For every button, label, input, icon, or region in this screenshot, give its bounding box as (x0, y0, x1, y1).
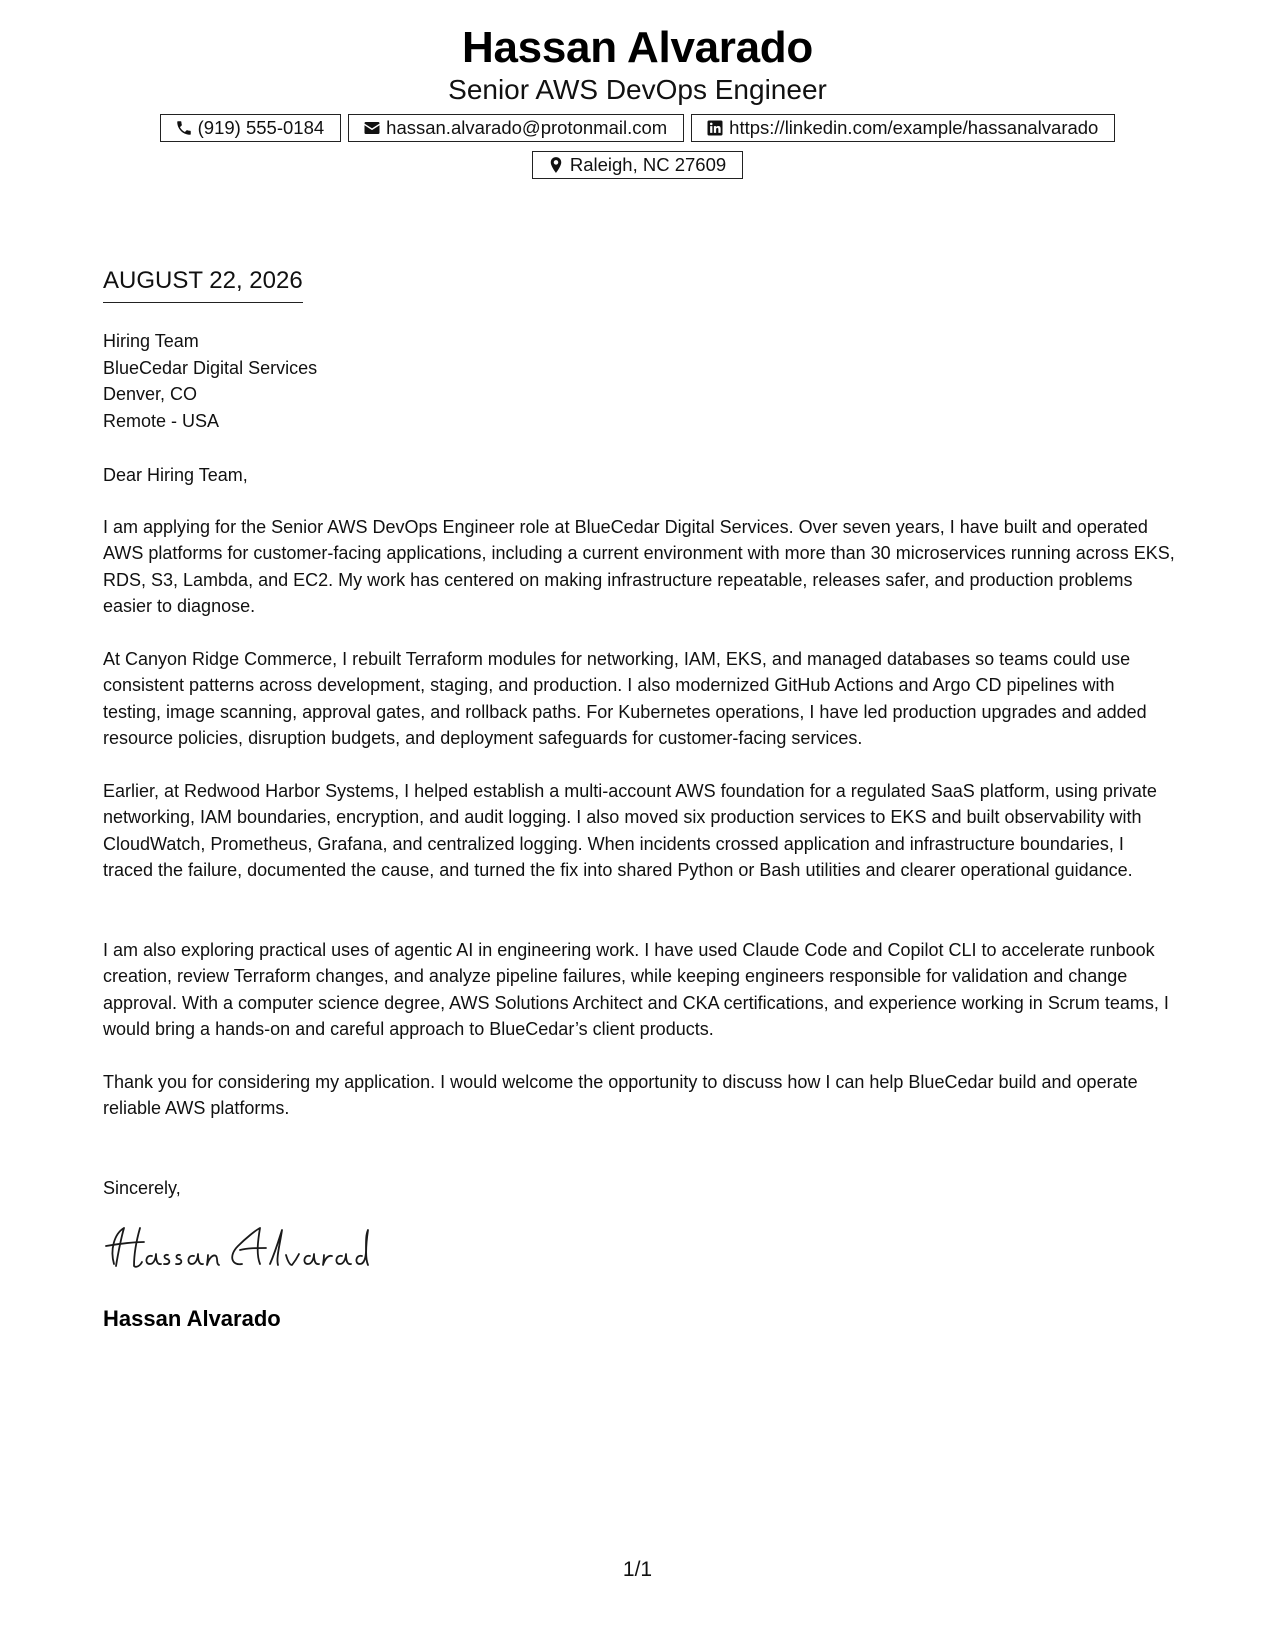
body-paragraph: Earlier, at Redwood Harbor Systems, I helped establish a multi-account AWS foundation for a regulated SaaS platform, using private networking, IAM boundaries, encryption, and audit logging. I also moved six production services to EKS and built observability with CloudWatch, Prometheus, Grafana, and centralized logging. When incidents crossed application and infrastructure boundaries, I traced the failure, documented the cause, and turned the fix into shared Python or Bash utilities and clearer operational guidance. (103, 781, 1157, 881)
body-paragraph: Thank you for considering my application. I would welcome the opportunity to discuss how I can help BlueCedar build and operate reliable AWS platforms. (103, 1072, 1138, 1119)
closing: Sincerely, (103, 1178, 181, 1198)
email-contact[interactable] (348, 114, 684, 142)
salutation: Dear Hiring Team, (103, 465, 248, 485)
linkedin-icon (706, 119, 724, 137)
job-title: Senior AWS DevOps Engineer (448, 74, 827, 105)
signer-name: Hassan Alvarado (103, 1306, 281, 1331)
phone-icon (175, 119, 193, 137)
contact-row-primary (0, 114, 1275, 142)
body-paragraph: I am also exploring practical uses of agentic AI in engineering work. I have used Claude Code and Copilot CLI to accelerate runbook creation, review Terraform changes, and analyze pipeline failures, while keeping engineers responsible for validation and change approval. With a computer science degree, AWS Solutions Architect and CKA certifications, and experience working in Scrum teams, I would bring a hands-on and careful approach to BlueCedar’s client products. (103, 940, 1169, 1040)
map-marker-icon (547, 156, 565, 174)
email-text: hassan.alvarado@protonmail.com (386, 117, 668, 138)
handwritten-signature (100, 1220, 370, 1280)
phone-text: (919) 555-0184 (197, 117, 325, 138)
linkedin-contact[interactable] (691, 114, 1115, 142)
recipient-block (103, 328, 317, 434)
applicant-name: Hassan Alvarado (462, 23, 813, 72)
contact-row-secondary (0, 151, 1275, 179)
recipient-line: BlueCedar Digital Services (103, 357, 318, 378)
envelope-icon (363, 119, 381, 137)
recipient-line: Denver, CO (103, 384, 198, 404)
page-number: 1/1 (622, 1558, 653, 1581)
recipient-line: Remote - USA (103, 410, 220, 431)
letter-date: AUGUST 22, 2026 (103, 266, 303, 303)
location-contact (532, 151, 743, 179)
location-text: Raleigh, NC 27609 (569, 154, 727, 175)
body-paragraph: I am applying for the Senior AWS DevOps Engineer role at BlueCedar Digital Services. Over seven years, I have built and operated AWS platforms for customer-facing applications, including a current environment with more than 30 microservices running across EKS, RDS, S3, Lambda, and EC2. My work has centered on making infrastructure repeatable, releases safer, and production problems easier to diagnose. (103, 517, 1175, 617)
phone-contact[interactable] (160, 114, 342, 142)
body-paragraph: At Canyon Ridge Commerce, I rebuilt Terraform modules for networking, IAM, EKS, and managed databases so teams could use consistent patterns across development, staging, and production. I also modernized GitHub Actions and Argo CD pipelines with testing, image scanning, approval gates, and rollback paths. For Kubernetes operations, I have led production upgrades and added resource policies, disruption budgets, and deployment safeguards for customer-facing services. (103, 649, 1147, 749)
recipient-line: Hiring Team (103, 331, 199, 351)
linkedin-text: https://linkedin.com/example/hassanalvarado (729, 117, 1099, 138)
